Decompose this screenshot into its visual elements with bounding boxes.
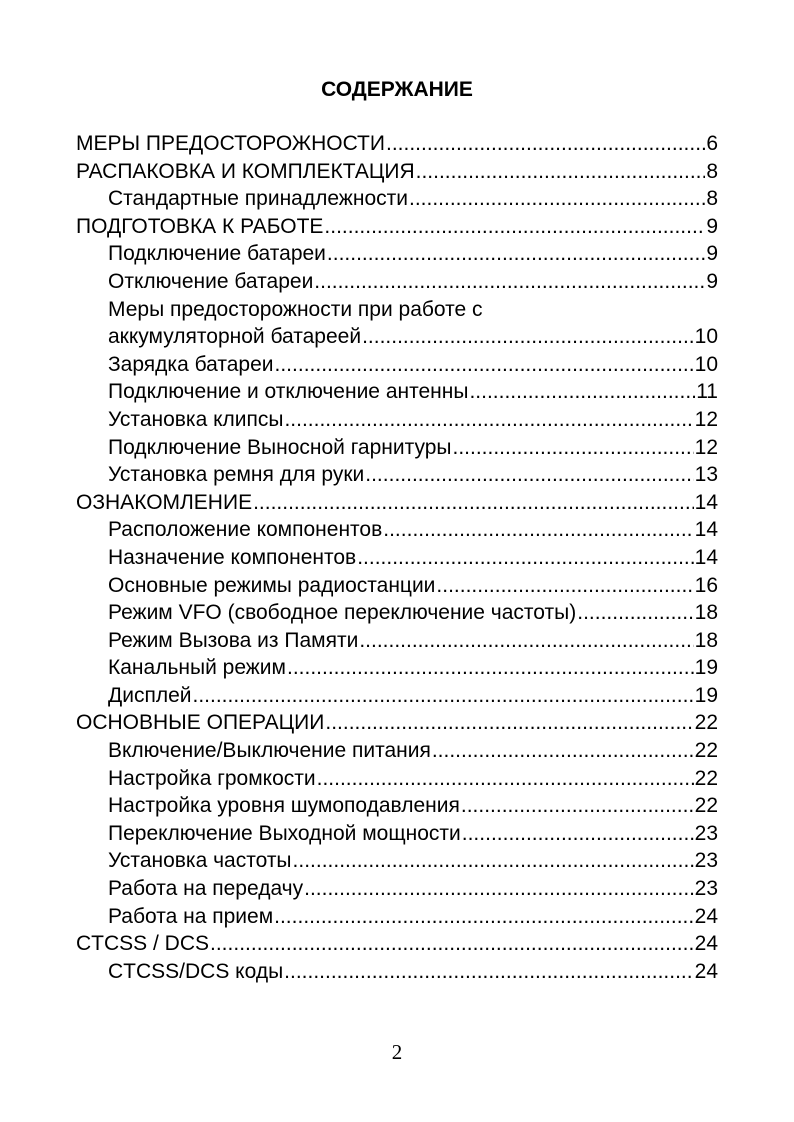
toc-entry-page: 14 [694, 518, 718, 542]
toc-entry [76, 599, 718, 627]
toc-entry [76, 158, 718, 186]
toc-entry-page: 10 [694, 352, 718, 376]
toc-entry-title: Работа на прием [108, 904, 274, 928]
toc-entry-page: 22 [694, 766, 718, 790]
dot-leader [193, 682, 694, 710]
toc-entry [76, 930, 718, 958]
toc-entry-title: CTCSS/DCS коды [108, 959, 284, 983]
toc-entry [76, 240, 718, 268]
toc-entry-page: 14 [694, 545, 718, 569]
dot-leader [416, 158, 706, 186]
toc-entry [76, 958, 718, 986]
dot-leader [210, 930, 694, 958]
toc-entry-page: 9 [706, 214, 718, 238]
toc-entry-page: 22 [694, 739, 718, 763]
toc-entry-page: 18 [694, 601, 718, 625]
toc-entry [76, 185, 718, 213]
toc-entry-page: 6 [706, 132, 718, 155]
toc-entry-title: МЕРЫ ПРЕДОСТОРОЖНОСТИ [76, 132, 385, 155]
toc-entry [76, 489, 718, 517]
toc-entry-page: 9 [706, 242, 718, 266]
toc-entry-title: Переключение Выходной мощности [108, 821, 461, 845]
toc-entry-title: Отключение батареи [108, 269, 314, 293]
toc-entry-page: 11 [696, 380, 718, 404]
dot-leader [284, 958, 693, 986]
toc-entry-page: 8 [706, 187, 718, 211]
dot-leader [469, 378, 695, 406]
dot-leader [577, 599, 693, 627]
toc-entry-title: Зарядка батареи [108, 352, 274, 376]
dot-leader [293, 847, 694, 875]
toc-entry [76, 516, 718, 544]
toc-entry-title: Подключение и отключение антенны [108, 380, 469, 404]
toc-entry-page: 23 [694, 849, 718, 873]
toc-entry-title: аккумуляторной батареей [108, 325, 362, 349]
toc-entry [76, 875, 718, 903]
toc-entry [76, 847, 718, 875]
dot-leader [362, 323, 694, 351]
dot-leader [304, 875, 694, 903]
dot-leader [386, 130, 705, 158]
dot-leader [287, 654, 694, 682]
toc-entry-page: 22 [694, 794, 718, 818]
toc-entry-page: 22 [694, 711, 718, 735]
toc-entry-title: Основные режимы радиостанции [108, 573, 436, 597]
toc-entry-page: 18 [694, 628, 718, 652]
dot-leader [359, 627, 693, 655]
toc-entry-title: Включение/Выключение питания [108, 739, 431, 763]
toc-entry-title: ОЗНАКОМЛЕНИЕ [76, 490, 253, 514]
toc-entry [76, 737, 718, 765]
toc-entry [76, 351, 718, 379]
toc-entry-page: 19 [694, 683, 718, 707]
toc-entry-page: 12 [694, 407, 718, 431]
toc-entry-title: ПОДГОТОВКА К РАБОТЕ [76, 214, 324, 238]
toc-entry [76, 572, 718, 600]
toc-entry-title: РАСПАКОВКА И КОМПЛЕКТАЦИЯ [76, 159, 415, 183]
dot-leader [314, 268, 705, 296]
toc-entry [76, 682, 718, 710]
toc-entry [76, 654, 718, 682]
page-title: СОДЕРЖАНИЕ [321, 78, 473, 101]
dot-leader [409, 185, 705, 213]
dot-leader [327, 240, 705, 268]
toc-entry [76, 820, 718, 848]
toc-entry-page: 12 [694, 435, 718, 459]
toc-entry [76, 792, 718, 820]
dot-leader [365, 461, 693, 489]
dot-leader [462, 820, 694, 848]
toc-entry-title: Режим Вызова из Памяти [108, 628, 359, 652]
toc-entry-title: ОСНОВНЫЕ ОПЕРАЦИИ [76, 711, 325, 735]
toc-entry-title: Подключение Выносной гарнитуры [108, 435, 452, 459]
toc-entry-page: 24 [694, 932, 718, 956]
toc-entry-title: Дисплей [108, 683, 192, 707]
toc-entry [76, 461, 718, 489]
dot-leader [461, 792, 694, 820]
toc-entry-page: 19 [694, 656, 718, 680]
toc-entry-title: Установка ремня для руки [108, 463, 365, 487]
toc-entry-title: Установка частоты [108, 849, 292, 873]
toc-entry-page: 24 [694, 904, 718, 928]
toc-entry-page: 9 [706, 269, 718, 293]
dot-leader [324, 213, 705, 241]
table-of-contents [76, 130, 718, 985]
toc-entry-title: Стандартные принадлежности [108, 187, 408, 211]
toc-entry [76, 544, 718, 572]
toc-entry-line [76, 296, 718, 324]
toc-entry [76, 406, 718, 434]
dot-leader [357, 544, 693, 572]
toc-entry-page: 16 [694, 573, 718, 597]
page-number: 2 [391, 1040, 403, 1064]
toc-entry-title: Подключение батареи [108, 242, 326, 266]
dot-leader [253, 489, 694, 517]
toc-entry [76, 378, 718, 406]
toc-entry-title: Настройка громкости [108, 766, 316, 790]
toc-entry-page: 23 [694, 877, 718, 901]
toc-entry [76, 323, 718, 351]
dot-leader [432, 737, 694, 765]
dot-leader [325, 709, 693, 737]
toc-entry [76, 434, 718, 462]
dot-leader [317, 765, 694, 793]
toc-entry-title: Установка клипсы [108, 407, 284, 431]
toc-entry-page: 13 [694, 463, 718, 487]
toc-entry [76, 765, 718, 793]
toc-entry-title: Режим VFO (свободное переключение частоты) [108, 601, 577, 625]
toc-entry-page: 10 [694, 325, 718, 349]
toc-entry-page: 24 [694, 959, 718, 983]
dot-leader [383, 516, 693, 544]
dot-leader [436, 572, 693, 600]
toc-entry [76, 627, 718, 655]
toc-entry-title: Настройка уровня шумоподавления [108, 794, 460, 818]
toc-entry-title: Работа на передачу [108, 877, 304, 901]
toc-entry-title: Расположение компонентов [108, 518, 383, 542]
toc-entry [76, 130, 718, 158]
toc-entry-title: Канальный режим [108, 656, 286, 680]
toc-entry-page: 23 [694, 821, 718, 845]
dot-leader [274, 903, 694, 931]
dot-leader [284, 406, 693, 434]
toc-entry-page: 8 [706, 159, 718, 183]
toc-entry [76, 903, 718, 931]
toc-entry-title: Назначение компонентов [108, 545, 357, 569]
toc-entry-title: CTCSS / DCS [76, 932, 210, 956]
toc-entry [76, 709, 718, 737]
toc-entry [76, 268, 718, 296]
toc-entry-title: Меры предосторожности при работе с [108, 297, 483, 321]
toc-entry [76, 213, 718, 241]
dot-leader [275, 351, 694, 379]
dot-leader [453, 434, 694, 462]
toc-entry-page: 14 [694, 490, 718, 514]
